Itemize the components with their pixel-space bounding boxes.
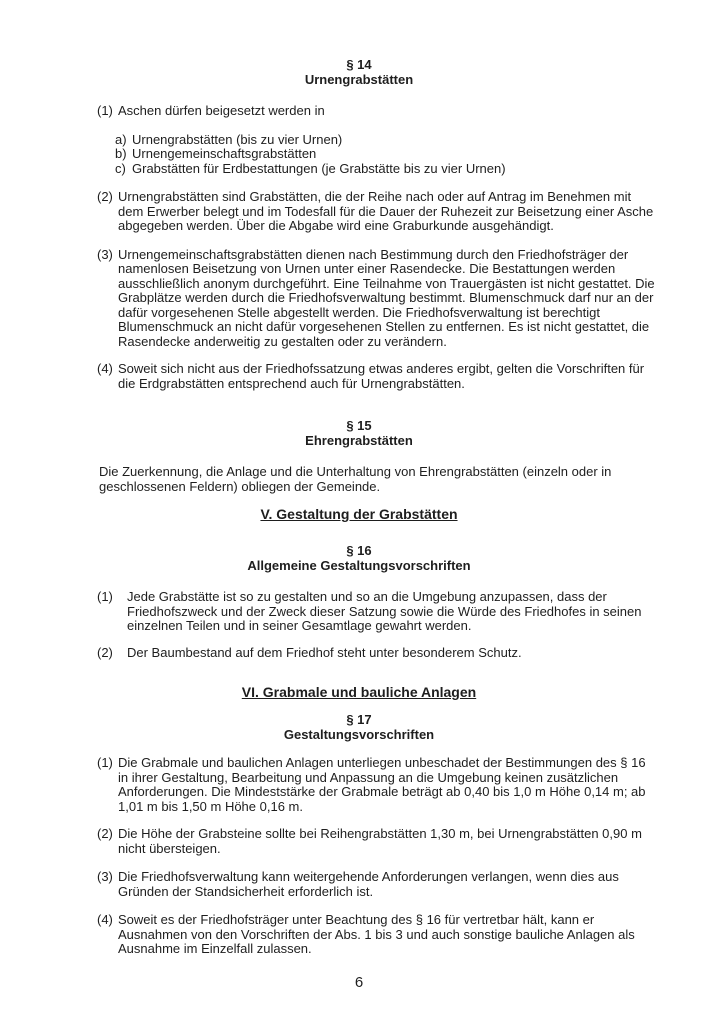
paragraph-text: Urnengemeinschaftsgrabstätten dienen nach Bestimmung durch den Friedhofsträger der namenlosen Beisetzung von Urnen unter einer Rasendecke. Die Bestattungen werden ausschließlich anonym durchgeführt. Eine Teilnahme von Trauergästen ist nicht gestattet. Die Grabplätze werden durch die Friedhofsverwaltung bestimmt. Blumenschmuck darf nur an der dafür vorgesehenen Stelle abgestellt werden. Die Friedhofsverwaltung ist berechtigt Blumenschmuck an nicht dafür vorgesehenen Stellen zu entfernen. Es ist nicht gestattet, die Rasendecke anderweitig zu gestalten oder zu verändern. bbox=[118, 246, 655, 349]
section-14-paragraph-2 bbox=[97, 190, 655, 234]
section-17-number: § 17 bbox=[346, 712, 372, 727]
section-15-body: Die Zuerkennung, die Anlage und die Unterhaltung von Ehrengrabstätten (einzeln oder in geschlossenen Feldern) obliegen der Gemeinde. bbox=[99, 464, 612, 494]
section-14-paragraph-4 bbox=[97, 362, 655, 391]
list-item-text: Urnengemeinschaftsgrabstätten bbox=[132, 146, 317, 161]
paragraph-number: (1) bbox=[97, 755, 113, 770]
document-body bbox=[97, 58, 655, 957]
section-14-number: § 14 bbox=[346, 57, 372, 72]
paragraph-number: (4) bbox=[97, 361, 113, 376]
section-17-paragraph-1 bbox=[97, 756, 655, 814]
section-16-paragraph-2 bbox=[97, 646, 655, 661]
section-17-heading bbox=[97, 713, 621, 742]
list-marker: b) bbox=[115, 146, 127, 161]
section-17-title: Gestaltungsvorschriften bbox=[283, 726, 435, 742]
section-14-list bbox=[115, 133, 655, 177]
section-15-title: Ehrengrabstätten bbox=[305, 432, 413, 448]
section-15-number: § 15 bbox=[346, 418, 372, 433]
paragraph-text: Die Grabmale und baulichen Anlagen unterliegen unbeschadet der Bestimmungen des § 16 in ihrer Gestaltung, Bearbeitung und Anpassung an die Umgebung keinen zusätzlichen Anforderungen. Die Mindeststärke der Grabmale beträgt ab 0,40 bis 1,0 m Höhe 0,14 m; ab 1,01 m bis 1,50 m Höhe 0,16 m. bbox=[118, 755, 646, 814]
paragraph-text: Jede Grabstätte ist so zu gestalten und so an die Umgebung anzupassen, dass der Friedhofszweck und der Zweck dieser Satzung sowie die Würde des Friedhofes in seinen einzelnen Teilen und in seiner Gesamtlage gewahrt werden. bbox=[127, 589, 642, 633]
paragraph-number: (3) bbox=[97, 869, 113, 884]
section-17-paragraph-2 bbox=[97, 827, 655, 856]
paragraph-number: (2) bbox=[97, 644, 113, 660]
paragraph-number: (4) bbox=[97, 912, 113, 927]
list-item-text: Urnengrabstätten (bis zu vier Urnen) bbox=[132, 131, 343, 147]
paragraph-text: Urnengrabstätten sind Grabstätten, die der Reihe nach oder auf Antrag im Benehmen mit dem Erwerber belegt und im Todesfall für die Dauer der Ruhezeit zur Beisetzung einer Asche abgegeben werden. Über die Abgabe wird eine Graburkunde ausgehändigt. bbox=[118, 189, 654, 233]
chapter-6-title: VI. Grabmale und bauliche Anlagen bbox=[241, 684, 477, 700]
paragraph-text: Soweit sich nicht aus der Friedhofssatzung etwas anderes ergibt, gelten die Vorschriften für die Erdgrabstätten entsprechend auch für Urnengrabstätten. bbox=[118, 361, 645, 391]
section-15-heading bbox=[97, 419, 621, 448]
section-17-paragraph-4 bbox=[97, 913, 655, 957]
list-item bbox=[115, 133, 655, 148]
chapter-6-heading bbox=[97, 684, 621, 700]
section-14-paragraph-3 bbox=[97, 248, 655, 350]
paragraph-number: (2) bbox=[97, 189, 113, 204]
section-16-heading bbox=[97, 544, 621, 573]
paragraph-text: Soweit es der Friedhofsträger unter Beachtung des § 16 für vertretbar hält, kann er Ausnahmen von den Vorschriften der Abs. 1 bis 3 und auch sonstige bauliche Anlagen als Ausnahme im Einzelfall zulassen. bbox=[118, 912, 635, 956]
list-item bbox=[115, 162, 655, 177]
section-14-paragraph-1 bbox=[97, 104, 655, 119]
list-marker: c) bbox=[115, 160, 126, 176]
paragraph-text: Die Friedhofsverwaltung kann weitergehende Anforderungen verlangen, wenn dies aus Gründen der Standsicherheit erforderlich ist. bbox=[118, 869, 619, 899]
paragraph-text: Die Höhe der Grabsteine sollte bei Reihengrabstätten 1,30 m, bei Urnengrabstätten 0,90 m nicht übersteigen. bbox=[118, 826, 642, 856]
paragraph-number: (1) bbox=[97, 589, 113, 604]
paragraph-number: (3) bbox=[97, 246, 113, 262]
list-marker: a) bbox=[115, 131, 127, 147]
section-16-number: § 16 bbox=[346, 543, 372, 558]
paragraph-number: (1) bbox=[97, 103, 113, 118]
section-16-title: Allgemeine Gestaltungsvorschriften bbox=[247, 557, 471, 573]
section-17-paragraph-3 bbox=[97, 870, 655, 899]
chapter-5-heading bbox=[97, 506, 621, 522]
page-number: 6 bbox=[354, 974, 364, 991]
section-14-heading bbox=[97, 58, 621, 87]
list-item-text: Grabstätten für Erdbestattungen (je Grabstätte bis zu vier Urnen) bbox=[132, 160, 506, 176]
paragraph-number: (2) bbox=[97, 826, 113, 841]
list-item bbox=[115, 147, 655, 162]
paragraph-text: Der Baumbestand auf dem Friedhof steht unter besonderem Schutz. bbox=[127, 644, 522, 660]
chapter-5-title: V. Gestaltung der Grabstätten bbox=[260, 506, 458, 522]
paragraph-text: Aschen dürfen beigesetzt werden in bbox=[118, 103, 325, 118]
section-14-title: Urnengrabstätten bbox=[304, 71, 414, 87]
section-16-paragraph-1 bbox=[97, 590, 655, 634]
